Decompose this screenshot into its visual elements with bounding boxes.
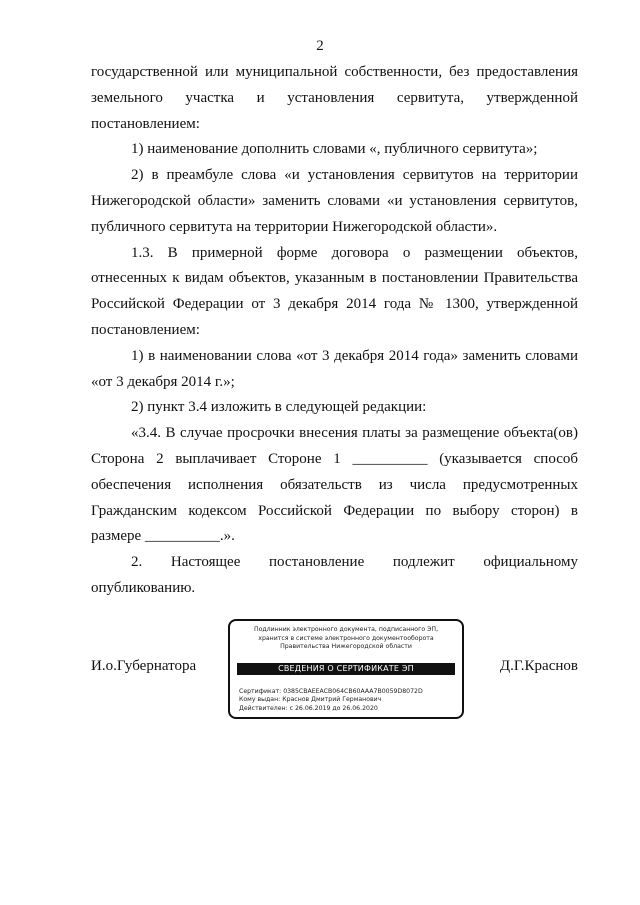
- issued-to-label: Кому выдан:: [239, 696, 281, 704]
- paragraph: «3.4. В случае просрочки внесения платы за размещение объекта(ов) Сторона 2 выплачивает Стороне 1 __________ (указывается способ обеспечения исполнения обязательств из числа предусмотренных Гражданским кодексом Российской Федерации по выбору сторон) в размере __________.».: [91, 425, 578, 545]
- paragraph: 2) пункт 3.4 изложить в следующей редакции:: [131, 399, 427, 416]
- paragraph: 1) в наименовании слова «от 3 декабря 2014 года» заменить словами «от 3 декабря 2014 г.»;: [91, 347, 578, 390]
- certificate-info-bar: СВЕДЕНИЯ О СЕРТИФИКАТЕ ЭП: [237, 663, 455, 675]
- certificate-details: [239, 688, 423, 713]
- certificate-label: Сертификат:: [239, 688, 282, 695]
- stamp-heading: [236, 626, 456, 652]
- paragraph: 1) наименование дополнить словами «, публичного сервитута»;: [131, 141, 538, 158]
- stamp-heading-line: Подлинник электронного документа, подписанного ЭП,: [253, 626, 439, 633]
- validity-value: с 26.06.2019 до 26.06.2020: [289, 704, 378, 712]
- stamp-heading-line: Правительства Нижегородской области: [280, 643, 412, 650]
- validity-label: Действителен:: [239, 704, 288, 712]
- page-number: 2: [316, 38, 324, 54]
- paragraph: 2) в преамбуле слова «и установления сервитутов на территории Нижегородской области» заменить словами «и установления сервитутов, публичного сервитута на территории Нижегородской области».: [91, 167, 578, 235]
- issued-to-value: Краснов Дмитрий Германович: [282, 696, 382, 704]
- stamp-heading-line: хранится в системе электронного документооборота: [258, 634, 434, 642]
- signer-name: Д.Г.Краснов: [499, 658, 578, 674]
- electronic-signature-stamp: [228, 619, 464, 719]
- paragraph: 1.3. В примерной форме договора о размещении объектов, отнесенных к видам объектов, указанным в постановлении Правительства Российской Федерации от 3 декабря 2014 года № 1300, утвержденной постановлением:: [91, 244, 578, 338]
- certificate-value: 0385CBAEEACB064CB60AAA7B0059D8072D: [283, 688, 423, 695]
- validity-row: [239, 705, 423, 713]
- document-body: [91, 60, 578, 602]
- issued-to-row: [239, 696, 423, 704]
- paragraph: 2. Настоящее постановление подлежит официальному опубликованию.: [91, 554, 578, 596]
- signer-title: И.о.Губернатора: [91, 658, 197, 674]
- paragraph: государственной или муниципальной собственности, без предоставления земельного участка и установления сервитута, утвержденной постановлением:: [91, 64, 578, 132]
